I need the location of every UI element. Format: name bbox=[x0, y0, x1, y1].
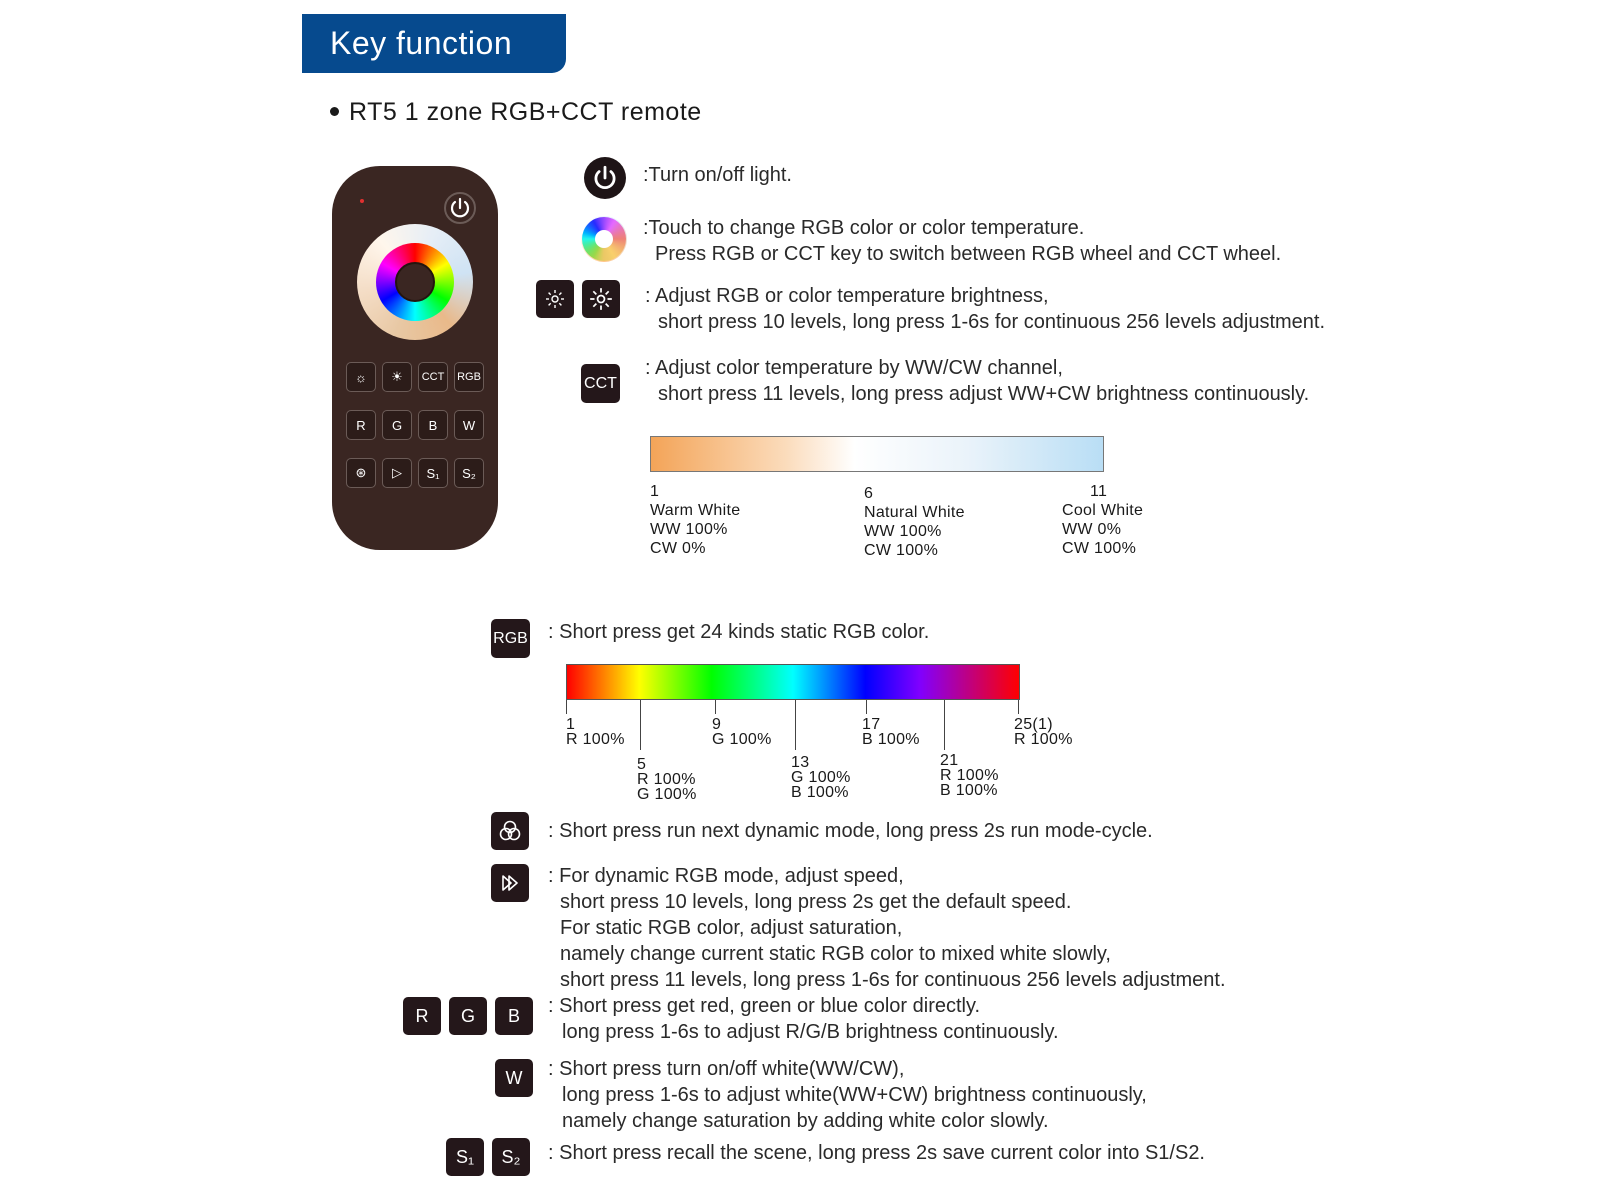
remote-s2-button: S₂ bbox=[454, 458, 484, 488]
cct-gradient-bar bbox=[650, 436, 1104, 472]
cct-description-line2: short press 11 levels, long press adjust WW+CW brightness continuously. bbox=[658, 383, 1310, 405]
header-title: Key function bbox=[302, 14, 566, 73]
r-key: R bbox=[403, 997, 441, 1035]
rgb-value: B 100% bbox=[791, 784, 849, 801]
scene-description: : Short press recall the scene, long press 2s save current color into S1/S2. bbox=[548, 1142, 1205, 1164]
subtitle bbox=[330, 98, 702, 127]
rgb-point-13 bbox=[791, 755, 851, 800]
brightness-up-icon bbox=[588, 286, 614, 312]
w-key: W bbox=[495, 1059, 533, 1097]
rgb-point-5 bbox=[637, 757, 697, 802]
brightness-description-line1: : Adjust RGB or color temperature brightness, bbox=[645, 285, 1049, 307]
remote-b-button: B bbox=[418, 410, 448, 440]
wheel-description-line1: :Touch to change RGB color or color temperature. bbox=[643, 217, 1085, 239]
rgb-tick bbox=[715, 700, 716, 714]
led-indicator bbox=[360, 199, 364, 203]
rgb-value: R 100% bbox=[1014, 731, 1073, 748]
speed-icon bbox=[497, 870, 523, 896]
remote-illustration bbox=[332, 166, 498, 550]
speed-description-line3: For static RGB color, adjust saturation, bbox=[560, 917, 903, 939]
remote-power-button bbox=[444, 192, 476, 224]
remote-rgb-button: RGB bbox=[454, 362, 484, 392]
power-description: :Turn on/off light. bbox=[643, 164, 792, 186]
power-key bbox=[584, 157, 626, 199]
rgb-key: RGB bbox=[491, 619, 530, 658]
bullet-icon bbox=[330, 107, 339, 116]
cct-name: Warm White bbox=[650, 502, 741, 519]
rgb-point-9 bbox=[712, 717, 772, 747]
rgb-tick bbox=[1018, 700, 1019, 714]
speed-key bbox=[491, 864, 529, 902]
remote-r-button: R bbox=[346, 410, 376, 440]
cct-ww: WW 100% bbox=[650, 521, 728, 538]
w-description-line1: : Short press turn on/off white(WW/CW), bbox=[548, 1058, 905, 1080]
brightness-down-icon bbox=[543, 287, 567, 311]
cct-cw: CW 100% bbox=[864, 542, 939, 559]
rgb-level: 1 bbox=[566, 716, 576, 733]
cct-description-line1: : Adjust color temperature by WW/CW channel, bbox=[645, 357, 1063, 379]
cct-cw: CW 0% bbox=[650, 540, 706, 557]
rgb-point-21 bbox=[940, 753, 999, 798]
rgb-keys-description-line2: long press 1-6s to adjust R/G/B brightness continuously. bbox=[562, 1021, 1059, 1043]
rgb-value: R 100% bbox=[940, 767, 999, 784]
cct-ww: WW 100% bbox=[864, 523, 942, 540]
brightness-down-key bbox=[536, 280, 574, 318]
cct-name: Cool White bbox=[1062, 502, 1144, 519]
mode-description: : Short press run next dynamic mode, long press 2s run mode-cycle. bbox=[548, 820, 1153, 842]
rgb-tick bbox=[640, 700, 641, 750]
remote-brightness-up-button: ☀ bbox=[382, 362, 412, 392]
rgb-keys-description-line1: : Short press get red, green or blue color directly. bbox=[548, 995, 981, 1017]
cct-cw: CW 100% bbox=[1062, 540, 1137, 557]
rgb-point-25 bbox=[1014, 717, 1073, 747]
rgb-value: R 100% bbox=[566, 731, 625, 748]
cct-name: Natural White bbox=[864, 504, 965, 521]
power-icon bbox=[446, 194, 474, 222]
rgb-tick bbox=[944, 700, 945, 750]
cct-level: 11 bbox=[1090, 483, 1108, 500]
rgb-value: B 100% bbox=[862, 731, 920, 748]
wheel-description-line2: Press RGB or CCT key to switch between RGB wheel and CCT wheel. bbox=[655, 243, 1282, 265]
rgb-point-1 bbox=[566, 717, 625, 747]
color-wheel-icon bbox=[582, 217, 626, 261]
wheel-center bbox=[395, 262, 435, 302]
rgb-level: 17 bbox=[862, 716, 881, 733]
speed-description-line1: : For dynamic RGB mode, adjust speed, bbox=[548, 865, 904, 887]
g-key: G bbox=[449, 997, 487, 1035]
rgb-tick bbox=[866, 700, 867, 714]
rgb-value: G 100% bbox=[791, 769, 851, 786]
rgb-level: 5 bbox=[637, 756, 647, 773]
rgb-value: R 100% bbox=[637, 771, 696, 788]
s2-key: S₂ bbox=[492, 1138, 530, 1176]
brightness-up-key bbox=[582, 280, 620, 318]
cct-ww: WW 0% bbox=[1062, 521, 1122, 538]
cct-point-natural bbox=[864, 484, 965, 560]
remote-speed-button: ▷ bbox=[382, 458, 412, 488]
cct-key: CCT bbox=[581, 364, 620, 403]
cct-point-cool bbox=[1062, 482, 1143, 558]
remote-cct-button: CCT bbox=[418, 362, 448, 392]
power-icon bbox=[590, 163, 620, 193]
rgb-gradient-bar bbox=[566, 664, 1020, 700]
rgb-tick bbox=[795, 700, 796, 750]
rgb-point-17 bbox=[862, 717, 920, 747]
w-description-line2: long press 1-6s to adjust white(WW+CW) brightness continuously, bbox=[562, 1084, 1147, 1106]
cct-point-warm bbox=[650, 482, 740, 558]
rgb-description: : Short press get 24 kinds static RGB color. bbox=[548, 621, 930, 643]
rgb-tick bbox=[566, 700, 567, 714]
rgb-value: B 100% bbox=[940, 782, 998, 799]
rgb-level: 21 bbox=[940, 752, 959, 769]
brightness-description-line2: short press 10 levels, long press 1-6s for continuous 256 levels adjustment. bbox=[658, 311, 1326, 333]
rgb-level: 13 bbox=[791, 754, 810, 771]
b-key: B bbox=[495, 997, 533, 1035]
w-description-line3: namely change saturation by adding white color slowly. bbox=[562, 1110, 1049, 1132]
rgb-level: 9 bbox=[712, 716, 722, 733]
remote-s1-button: S₁ bbox=[418, 458, 448, 488]
remote-g-button: G bbox=[382, 410, 412, 440]
speed-description-line4: namely change current static RGB color to mixed white slowly, bbox=[560, 943, 1111, 965]
speed-description-line5: short press 11 levels, long press 1-6s for continuous 256 levels adjustment. bbox=[560, 969, 1226, 991]
mode-key bbox=[491, 812, 529, 850]
remote-brightness-down-button: ☼ bbox=[346, 362, 376, 392]
speed-description-line2: short press 10 levels, long press 2s get the default speed. bbox=[560, 891, 1072, 913]
s1-key: S₁ bbox=[446, 1138, 484, 1176]
cct-level: 6 bbox=[864, 485, 874, 502]
rgb-value: G 100% bbox=[637, 786, 697, 803]
remote-w-button: W bbox=[454, 410, 484, 440]
remote-mode-button: ⊛ bbox=[346, 458, 376, 488]
rgb-value: G 100% bbox=[712, 731, 772, 748]
rgb-level: 25(1) bbox=[1014, 716, 1053, 733]
mode-icon bbox=[497, 818, 523, 844]
cct-level: 1 bbox=[650, 483, 660, 500]
subtitle-text: RT5 1 zone RGB+CCT remote bbox=[349, 98, 702, 126]
